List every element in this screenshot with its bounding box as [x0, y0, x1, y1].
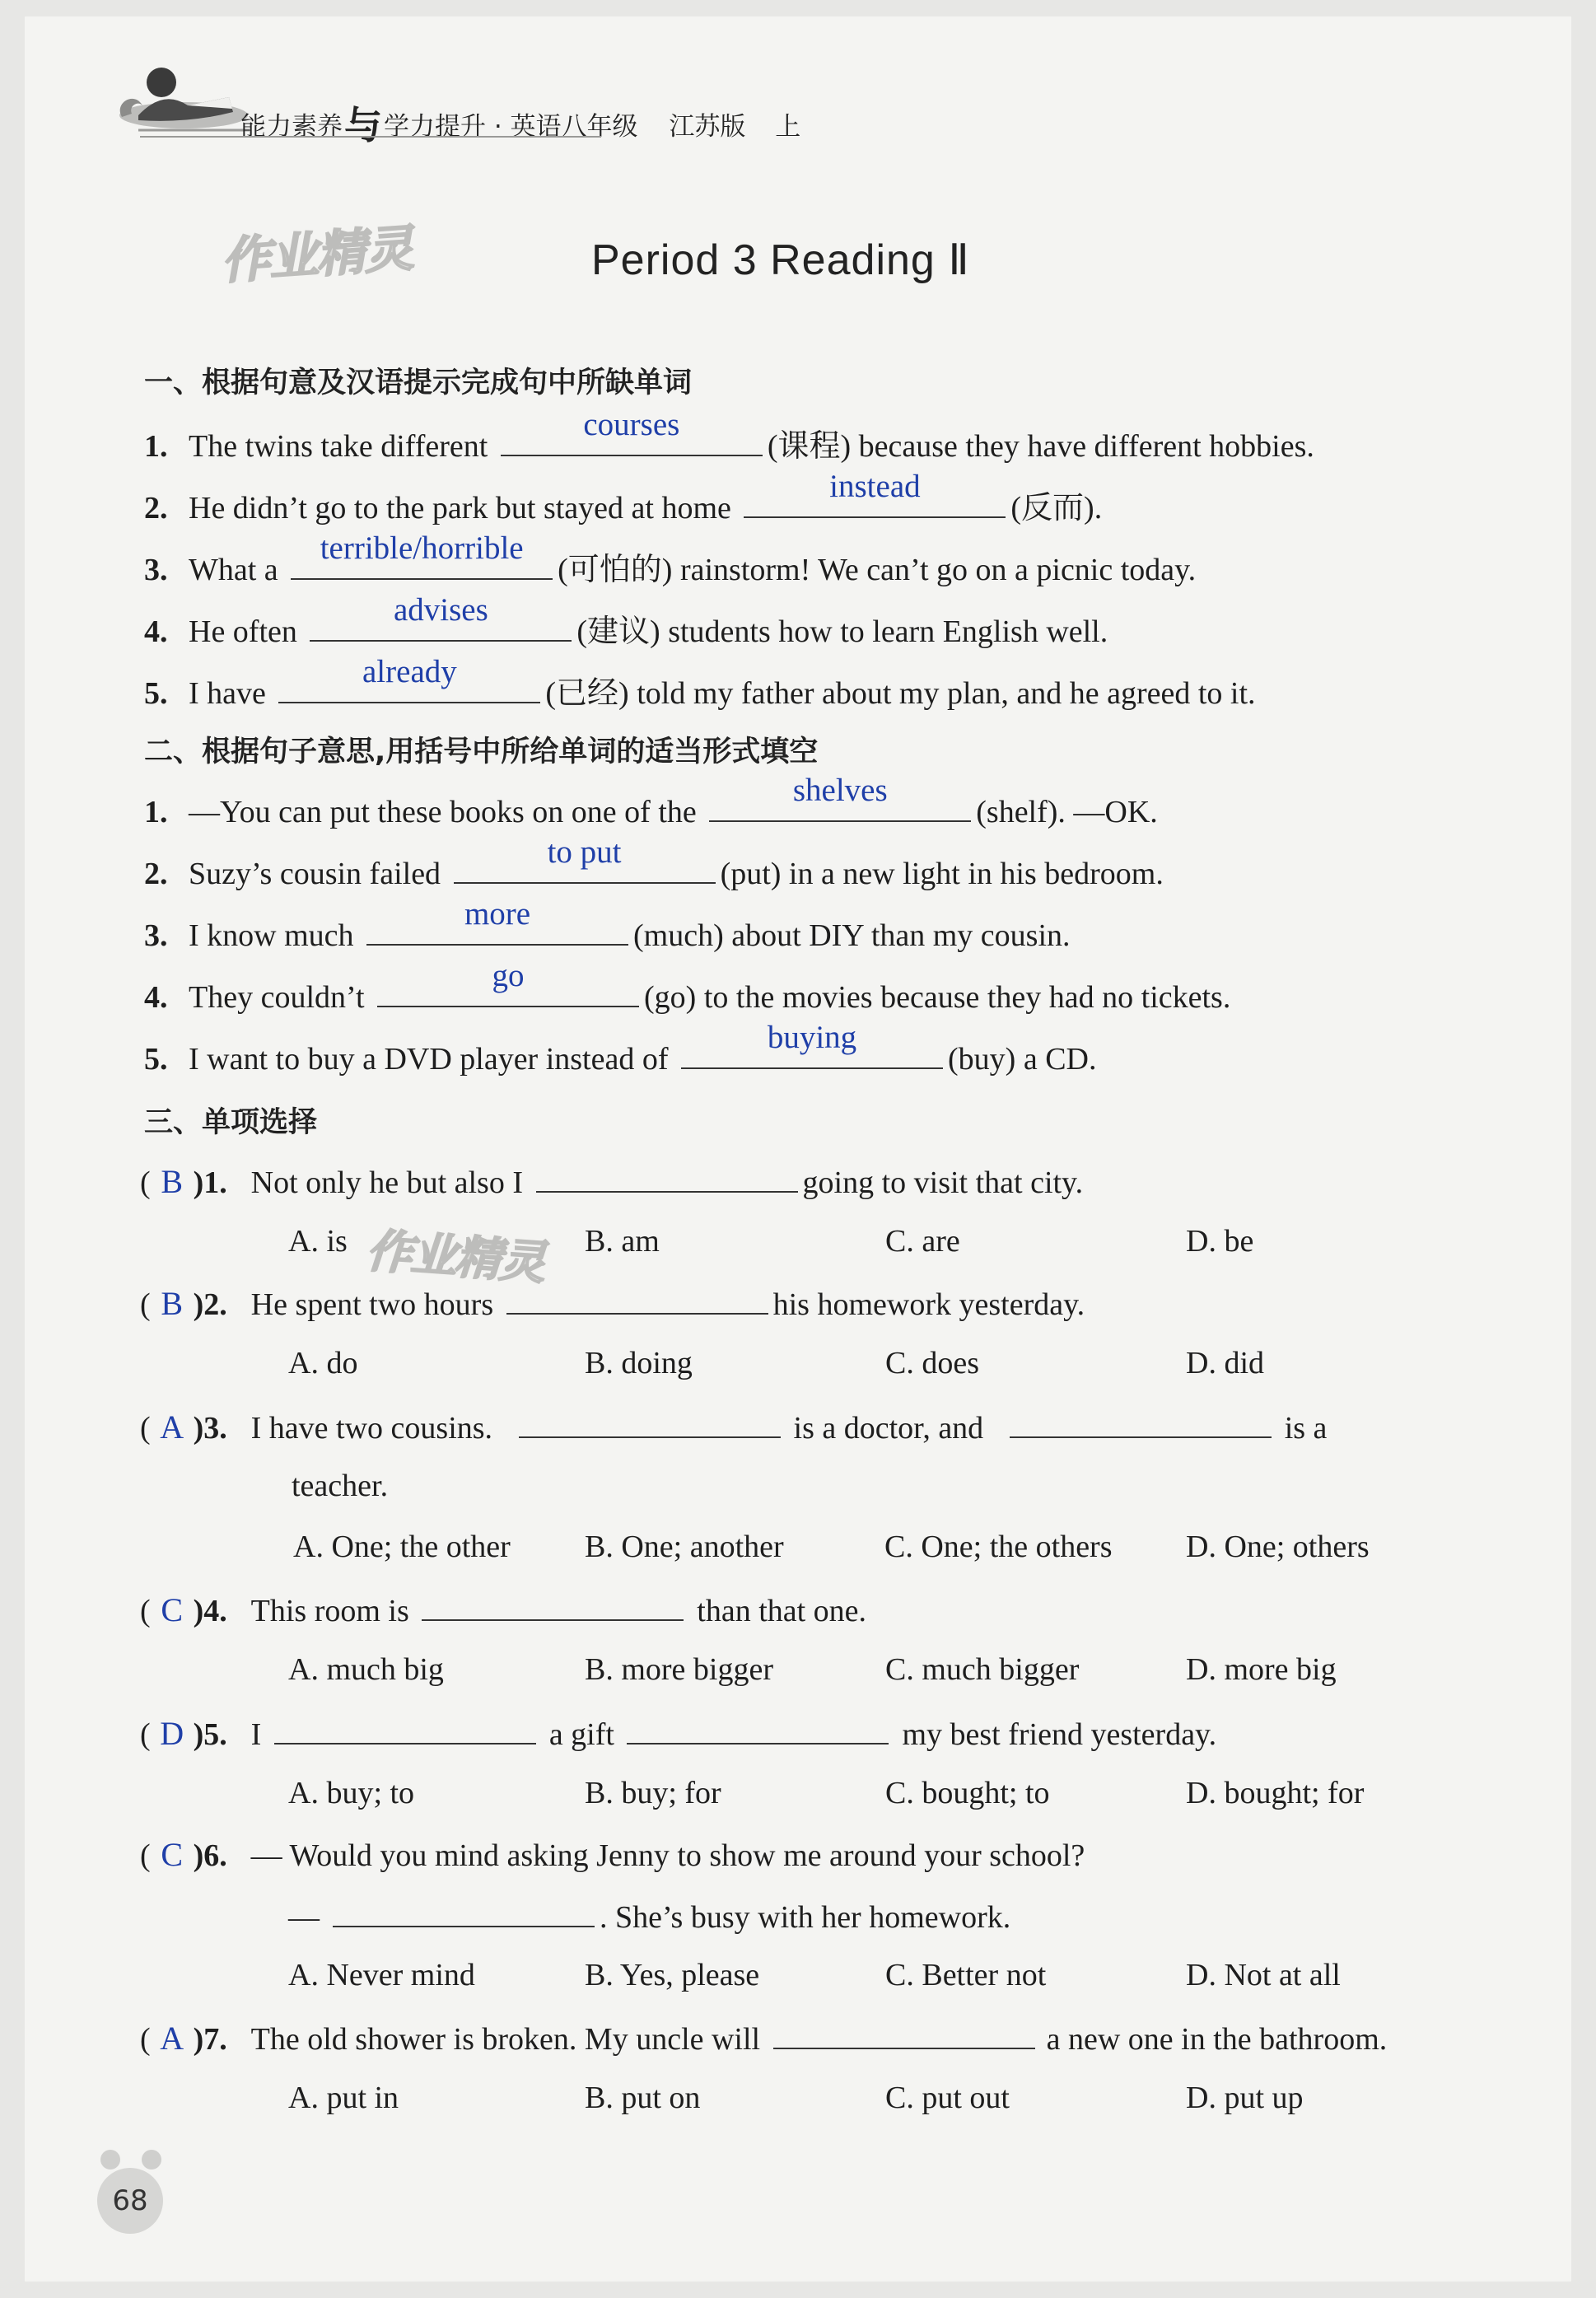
answer-blank[interactable] [536, 1161, 798, 1193]
answer-blank[interactable] [519, 1407, 781, 1438]
s2-item-5: 5. I want to buy a DVD player instead of buying (buy) a CD. [144, 1020, 1097, 1077]
mc-question-4: ( C )4. This room is than that one. [140, 1591, 867, 1628]
answer-blank[interactable]: go [377, 976, 639, 1007]
answer-blank[interactable]: buying [681, 1038, 943, 1069]
answer-blank[interactable]: advises [310, 610, 572, 642]
option-d[interactable]: D. did [1186, 1346, 1264, 1380]
answer-blank[interactable]: shelves [709, 791, 971, 822]
answer-blank[interactable]: instead [744, 487, 1006, 518]
answer-blank[interactable] [627, 1713, 889, 1745]
option-d[interactable]: D. be [1186, 1224, 1254, 1259]
s1-item-3: 3. What a terrible/horrible (可怕的) rainstorm! We can’t go on a picnic today. [144, 530, 1197, 587]
option-b[interactable]: B. buy; for [585, 1776, 721, 1810]
answer-blank[interactable] [422, 1590, 684, 1621]
mc-question-1: ( B )1. Not only he but also I going to visit that city. [140, 1163, 1084, 1200]
header-rule [140, 136, 601, 138]
watermark-stamp-2: 作业精灵 [364, 1224, 546, 1291]
option-c[interactable]: C. does [885, 1346, 979, 1380]
period-title: Period 3 Reading Ⅱ [591, 236, 970, 284]
option-a[interactable]: A. One; the other [293, 1530, 511, 1564]
header-title: 能力素养与学力提升 · 英语八年级 江苏版 上 [240, 103, 801, 147]
answer-blank[interactable] [1010, 1407, 1272, 1438]
option-a[interactable]: A. do [288, 1346, 358, 1380]
s1-item-4: 4. He often advises (建议) students how to learn English well. [144, 592, 1108, 649]
s1-item-5: 5. I have already (已经) told my father about my plan, and he agreed to it. [144, 654, 1256, 711]
option-c[interactable]: C. bought; to [885, 1776, 1050, 1810]
option-c[interactable]: C. much bigger [885, 1652, 1080, 1687]
option-c[interactable]: C. put out [885, 2081, 1010, 2115]
s1-item-1: 1. The twins take different courses (课程) because they have different hobbies. [144, 407, 1314, 464]
option-d[interactable]: D. One; others [1186, 1530, 1370, 1564]
answer-blank[interactable]: more [366, 914, 628, 946]
option-b[interactable]: B. put on [585, 2081, 701, 2115]
mc-question-6-reply: — . She’s busy with her homework. [288, 1896, 1010, 1936]
option-b[interactable]: B. more bigger [585, 1652, 774, 1687]
mc-question-7: ( A )7. The old shower is broken. My uncle will a new one in the bathroom. [140, 2020, 1388, 2057]
worksheet-page [25, 16, 1571, 2282]
option-d[interactable]: D. put up [1186, 2081, 1304, 2115]
option-c[interactable]: C. Better not [885, 1958, 1047, 1992]
option-b[interactable]: B. One; another [585, 1530, 784, 1564]
option-a[interactable]: A. buy; to [288, 1776, 415, 1810]
option-c[interactable]: C. One; the others [884, 1530, 1113, 1564]
mc-question-2: ( B )2. He spent two hours his homework yesterday. [140, 1285, 1085, 1322]
option-a[interactable]: A. put in [288, 2081, 399, 2115]
option-a[interactable]: A. much big [288, 1652, 444, 1687]
s2-item-3: 3. I know much more (much) about DIY than my cousin. [144, 896, 1071, 953]
option-b[interactable]: B. Yes, please [585, 1958, 760, 1992]
option-b[interactable]: B. am [585, 1224, 660, 1259]
answer-blank[interactable] [506, 1283, 768, 1315]
mc-question-6: ( C )6. — Would you mind asking Jenny to show me around your school? [140, 1836, 1085, 1873]
s2-item-2: 2. Suzy’s cousin failed to put (put) in a new light in his bedroom. [144, 834, 1164, 891]
option-d[interactable]: D. bought; for [1186, 1776, 1365, 1810]
answer-blank[interactable] [773, 2018, 1035, 2049]
mc-question-5: ( D )5. I a gift my best friend yesterday. [140, 1715, 1217, 1752]
option-b[interactable]: B. doing [585, 1346, 693, 1380]
option-c[interactable]: C. are [885, 1224, 960, 1259]
watermark-stamp: 作业精灵 [219, 219, 414, 291]
option-d[interactable]: D. Not at all [1186, 1958, 1341, 1992]
answer-blank[interactable]: to put [454, 852, 716, 884]
answer-blank[interactable]: courses [501, 425, 763, 456]
option-a[interactable]: A. is [288, 1224, 348, 1259]
s2-item-1: 1. —You can put these books on one of the shelves (shelf). —OK. [144, 773, 1158, 829]
s2-item-4: 4. They couldn’t go (go) to the movies because they had no tickets. [144, 958, 1231, 1015]
section1-heading: 一、根据句意及汉语提示完成句中所缺单词 [144, 367, 693, 399]
answer-blank[interactable]: already [278, 672, 540, 703]
answer-blank[interactable]: terrible/horrible [291, 549, 553, 580]
mc-question-3-cont: teacher. [292, 1469, 389, 1503]
section2-heading: 二、根据句子意思,用括号中所给单词的适当形式填空 [144, 736, 819, 768]
answer-blank[interactable] [333, 1896, 595, 1927]
answer-blank[interactable] [274, 1713, 536, 1745]
option-d[interactable]: D. more big [1186, 1652, 1337, 1687]
section3-heading: 三、单项选择 [144, 1106, 318, 1139]
page-number: 68 [97, 2168, 163, 2234]
mc-question-3: ( A )3. I have two cousins. is a doctor, and is a [140, 1408, 1328, 1446]
header-logo [105, 58, 250, 144]
option-a[interactable]: A. Never mind [288, 1958, 475, 1992]
s1-item-2: 2. He didn’t go to the park but stayed at home instead (反而). [144, 469, 1103, 525]
